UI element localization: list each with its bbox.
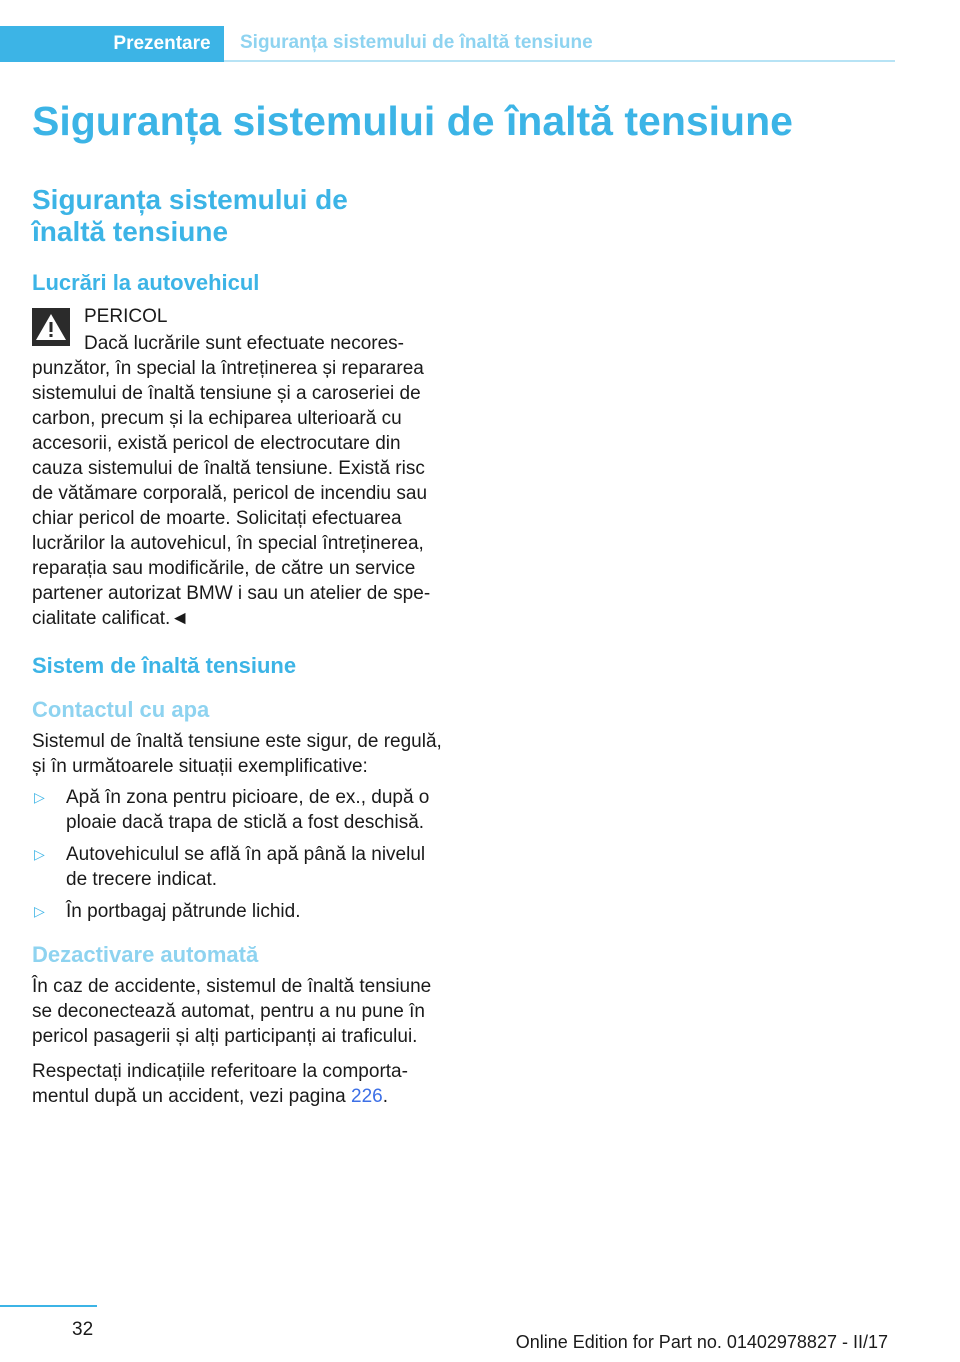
list-item-text: Apă în zona pentru picioare, de ex., după o ploaie dacă trapa de sticlă a fost deschisă.	[66, 787, 430, 833]
page-link[interactable]: 226	[351, 1086, 383, 1107]
warning-block	[32, 304, 450, 631]
auto-heading: Dezactivare automată	[32, 942, 259, 967]
auto-text1: În caz de accidente, sistemul de înaltă tensiune se deconectează automat, pentru a nu pune în pericol pasagerii și alți participanți ai traficului.	[32, 976, 432, 1047]
warning-title: PERICOL	[84, 306, 168, 327]
content-column	[32, 184, 450, 1109]
auto-text2	[32, 1059, 450, 1109]
subsection-work-title: Lucrări la autovehicul	[32, 270, 260, 295]
section-title-line1: Siguranța sistemului de	[32, 184, 348, 215]
section-title	[32, 184, 450, 248]
header-tab-prezentare[interactable]: Prezentare	[100, 26, 224, 62]
bullet-triangle-icon: ▷	[34, 903, 45, 919]
list-item-text: Autovehiculul se află în apă până la nivelul de trecere indicat.	[66, 844, 426, 890]
header-accent-block	[0, 26, 100, 62]
section-title-line2: înaltă tensiune	[32, 216, 229, 247]
page-title: Siguranța sistemului de înaltă tensiune	[32, 98, 793, 144]
list-item	[32, 785, 450, 835]
bullet-triangle-icon: ▷	[34, 846, 45, 862]
end-mark-icon: ◄	[170, 608, 190, 629]
water-list	[32, 785, 450, 924]
warning-body: Dacă lucrările sunt efectuate necorespunzător, în special la întreținerea și repararea sistemului de înaltă tensiune și a caroseriei de carbon, precum și la echiparea ulterioară cu accesorii, există pericol de electrocutare din cauza sistemului de înaltă tensiune. Există risc de vătămare corporală, pericol de incendiu sau chiar pericol de moarte. Solicitați efectuarea lucrărilor la autovehicul, în special întreținerea, reparația sau modificările, de către un service partener autorizat BMW i sau un atelier de specialitate calificat.	[32, 333, 431, 629]
header-rule	[224, 60, 895, 62]
list-item	[32, 899, 450, 924]
header-tab-section[interactable]: Siguranța sistemului de înaltă tensiune	[240, 32, 593, 53]
page-number: 32	[72, 1319, 94, 1340]
subsection-system-title: Sistem de înaltă tensiune	[32, 653, 297, 678]
list-item-text: În portbagaj pătrunde lichid.	[66, 901, 301, 922]
footer-rule	[0, 1305, 97, 1307]
header-bar	[0, 26, 895, 62]
edition-text: Online Edition for Part no. 01402978827 - II/17	[515, 1332, 888, 1352]
water-intro: Sistemul de înaltă tensiune este sigur, de regulă, și în următoarele situații exemplificative:	[32, 731, 442, 777]
auto-text2-end: .	[382, 1086, 388, 1107]
warning-text	[32, 331, 450, 631]
water-heading: Contactul cu apa	[32, 697, 210, 722]
bullet-triangle-icon: ▷	[34, 789, 45, 805]
list-item	[32, 842, 450, 892]
warning-triangle-icon	[32, 308, 70, 346]
auto-text2-body: Respectați indicațiile referitoare la comportamentul după un accident, vezi pagina	[32, 1061, 408, 1107]
